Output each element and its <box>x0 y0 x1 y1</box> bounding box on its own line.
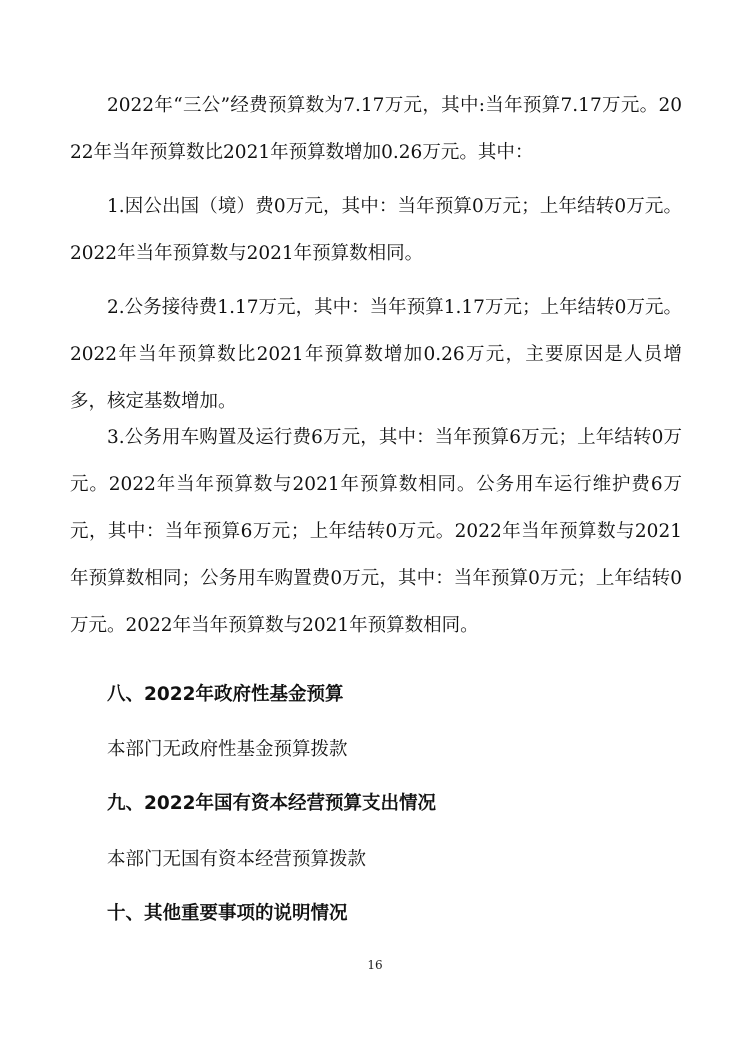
section-9-heading: 九、2022年国有资本经营预算支出情况 <box>107 793 436 814</box>
paragraph-reception: 2.公务接待费1.17万元，其中：当年预算1.17万元；上年结转0万元。2022年当年预算数比2021年预算数增加0.26万元，主要原因是人员增多，核定基数增加。 <box>70 297 682 412</box>
section-10-heading: 十、其他重要事项的说明情况 <box>107 903 348 924</box>
paragraph-sangong-summary: 2022年“三公”经费预算数为7.17万元，其中:当年预算7.17万元。2022年当年预算数比2021年预算数增加0.26万元。其中： <box>70 95 682 163</box>
section-9-body: 本部门无国有资本经营预算拨款 <box>107 849 367 870</box>
paragraph-overseas-travel: 1.因公出国（境）费0万元，其中：当年预算0万元；上年结转0万元。2022年当年预算数与2021年预算数相同。 <box>70 196 682 264</box>
paragraph-vehicles: 3.公务用车购置及运行费6万元，其中：当年预算6万元；上年结转0万元。2022年当年预算数与2021年预算数相同。公务用车运行维护费6万元，其中：当年预算6万元；上年结转0万元。2022年当年预算数与2021年预算数相同；公务用车购置费0万元，其中：当年预算0万元；上年结转0万元。2022年当年预算数与2021年预算数相同。 <box>70 427 682 636</box>
page-number: 16 <box>367 958 383 972</box>
section-8-heading: 八、2022年政府性基金预算 <box>107 684 344 705</box>
section-8-body: 本部门无政府性基金预算拨款 <box>107 739 348 760</box>
